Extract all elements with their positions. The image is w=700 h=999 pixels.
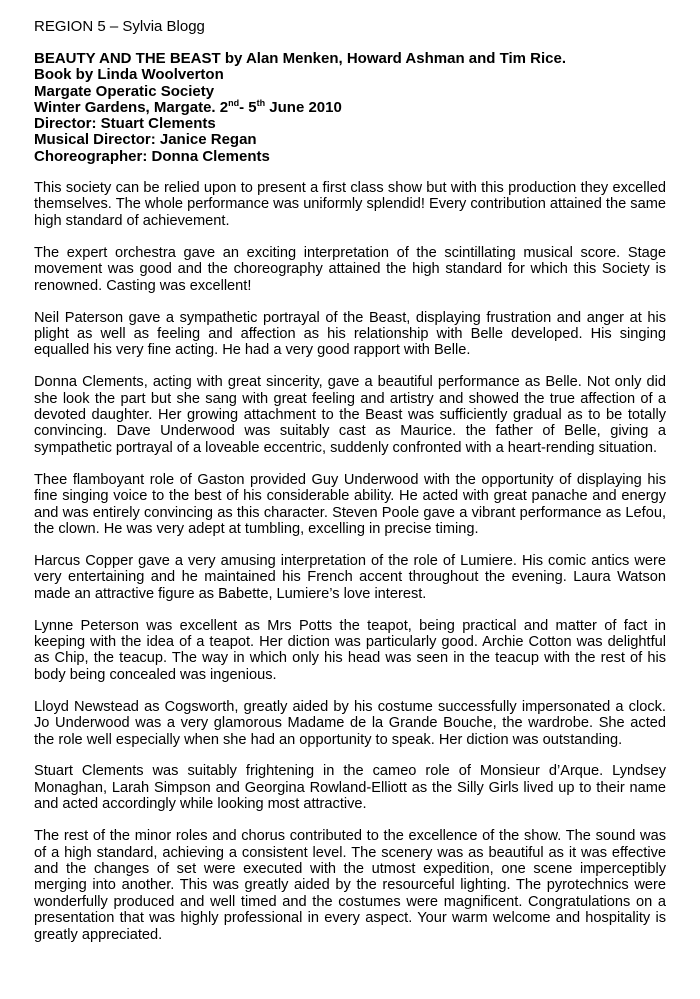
review-paragraph: The expert orchestra gave an exciting interpretation of the scintillating musical score. Stage movement was good and the choreography attained the high standard for which this Society is renowned. Casting was excellent! <box>34 244 666 294</box>
date-suffix-nd: nd <box>228 97 240 108</box>
review-body <box>34 180 666 943</box>
document-page <box>34 18 666 943</box>
region-reviewer-line: REGION 5 – Sylvia Blogg <box>34 18 205 35</box>
venue-prefix: Winter Gardens, Margate. 2 <box>34 98 229 116</box>
director-credit: Director: Stuart Clements <box>34 115 216 133</box>
review-paragraph: This society can be relied upon to present a first class show but with this production they excelled themselves. The whole performance was uniformly splendid! Every contribution attained the same high standard of achievement. <box>34 180 666 229</box>
venue-suffix: June 2010 <box>265 98 342 116</box>
venue-middle: - 5 <box>239 98 257 116</box>
review-paragraph: Lloyd Newstead as Cogsworth, greatly aided by his costume successfully impersonated a clock. Jo Underwood was a very glamorous Madame de la Grande Bouche, the wardrobe. She acted the role well especially when she had an opportunity to speak. Her diction was outstanding. <box>34 698 666 748</box>
date-suffix-th: th <box>256 97 266 108</box>
book-credit: Book by Linda Woolverton <box>34 66 224 84</box>
review-paragraph: Stuart Clements was suitably frightening in the cameo role of Monsieur d’Arque. Lyndsey Monaghan, Larah Simpson and Georgina Rowland-Elliott as the Silly Girls lived up to their name and acted accordingly while looking most attractive. <box>34 763 666 813</box>
show-details-heading <box>34 51 666 165</box>
review-paragraph: Neil Paterson gave a sympathetic portrayal of the Beast, displaying frustration and anger at his plight as well as feeling and affection as his relationship with Belle developed. His singing equalled his very fine acting. He had a very good rapport with Belle. <box>34 309 666 359</box>
show-title: BEAUTY AND THE BEAST by Alan Menken, Howard Ashman and Tim Rice. <box>34 50 567 67</box>
venue-and-dates <box>34 97 666 116</box>
choreographer-credit: Choreographer: Donna Clements <box>34 147 270 165</box>
musical-director-credit: Musical Director: Janice Regan <box>34 131 257 149</box>
review-paragraph: Harcus Copper gave a very amusing interpretation of the role of Lumiere. His comic antics were very entertaining and he maintained his French accent throughout the evening. Laura Watson made an attractive figure as Babette, Lumiere’s love interest. <box>34 552 666 602</box>
review-paragraph: Lynne Peterson was excellent as Mrs Potts the teapot, being practical and matter of fact in keeping with the idea of a teapot. Her diction was particularly good. Archie Cotton was delightful as Chip, the teacup. The way in which only his head was seen in the teacup with the rest of his body being concealed was ingenious. <box>34 617 666 683</box>
review-paragraph: The rest of the minor roles and chorus contributed to the excellence of the show. The sound was of a high standard, achieving a consistent level. The scenery was as beautiful as it was effective and the changes of set were executed with the utmost expedition, one scene imperceptibly merging into another. This was greatly aided by the resourceful lighting. The pyrotechnics were wonderfully produced and well timed and the costumes were magnificent. Congratulations on a presentation that was highly professional in every aspect. Your warm welcome and hospitality is greatly appreciated. <box>34 828 666 943</box>
review-paragraph: Thee flamboyant role of Gaston provided Guy Underwood with the opportunity of displaying his fine singing voice to the best of his considerable ability. He acted with great panache and energy and was entirely convincing as this character. Steven Poole gave a vibrant performance as Lefou, the clown. He was very adept at tumbling, excelling in precise timing. <box>34 471 666 537</box>
society-name: Margate Operatic Society <box>34 82 215 100</box>
review-paragraph: Donna Clements, acting with great sincerity, gave a beautiful performance as Belle. Not only did she look the part but she sang with great feeling and artistry and showed the true affection of a devoted daughter. Her growing attachment to the Beast was sufficiently gradual as to be totally convincing. Dave Underwood was suitably cast as Maurice. the father of Belle, giving a sympathetic portrayal of a loveable eccentric, suddenly confronted with a heart-rending situation. <box>34 374 666 456</box>
